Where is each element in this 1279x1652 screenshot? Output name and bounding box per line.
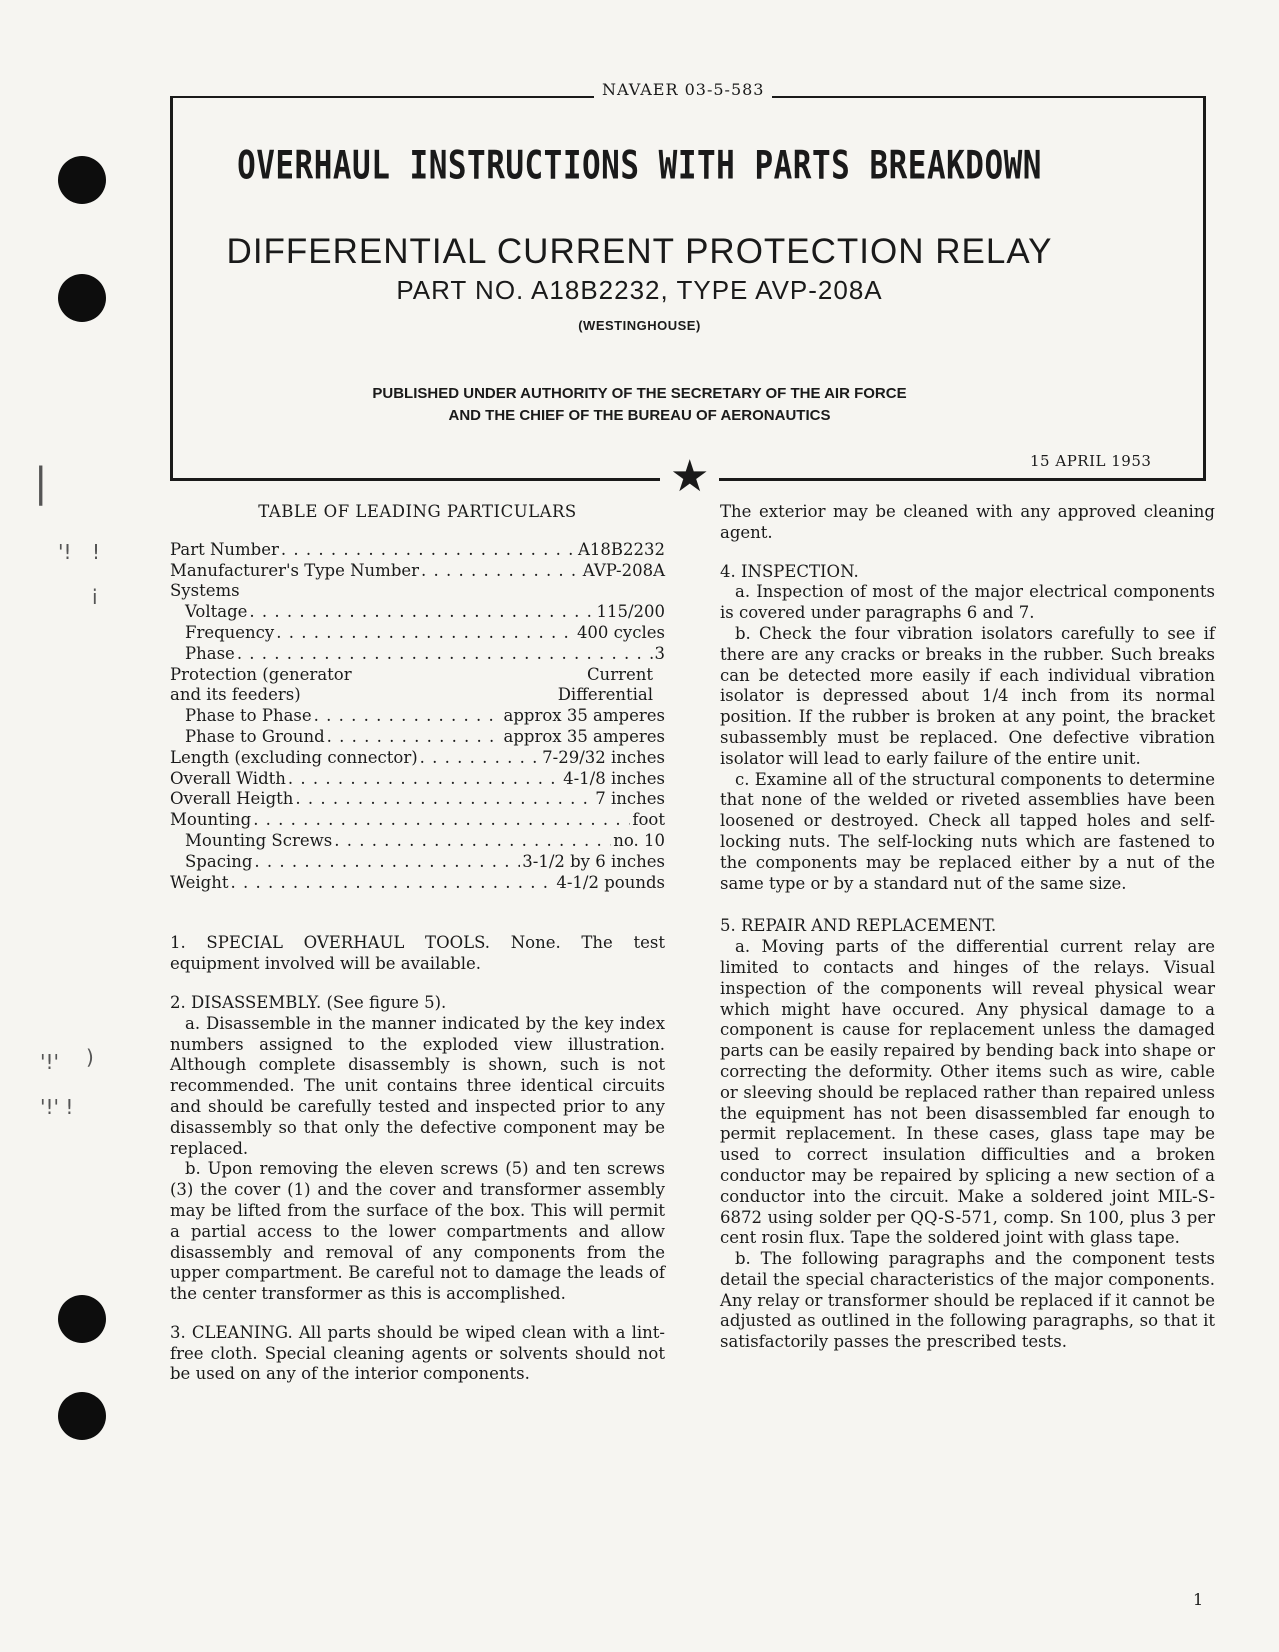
authority-line-2: AND THE CHIEF OF THE BUREAU OF AERONAUTICS: [448, 407, 831, 424]
tlp-row: Voltage . . . 115/200: [170, 602, 665, 623]
section-4c-paragraph: c. Examine all of the structural components to determine that none of the welded or riveted assemblies have been loosened or destroyed. Check all tapped holes and self-locking nuts. The self-locking nuts which are fastened to the components may be replaced either by a nut of the same type or by a standard nut of the same size.: [720, 769, 1215, 893]
tlp-row: Mounting Screws . . . no. 10: [170, 831, 665, 852]
section-1-tools: 1. SPECIAL OVERHAUL TOOLS. None. The test equipment involved will be available.: [170, 933, 665, 974]
scan-mark: !: [92, 540, 101, 564]
equipment-title: DIFFERENTIAL CURRENT PROTECTION RELAY: [226, 232, 1053, 271]
section-2-heading: 2. DISASSEMBLY. (See figure 5).: [170, 992, 447, 1012]
tlp-row: Protection (generator Current: [170, 664, 653, 684]
scan-mark: ): [86, 1045, 94, 1069]
section-4b-paragraph: b. Check the four vibration isolators carefully to see if there are any cracks or breaks in the rubber. Such breaks can be detected more easily if each individual vibration isolator is depressed about 1/4 inch from its normal position. If the rubber is broken at any point, the bracket subassembly must be replaced. One defective vibration isolator will lead to early failure of the entire unit.: [720, 623, 1215, 768]
section-5a-paragraph: a. Moving parts of the differential current relay are limited to contacts and hinges of the relays. Visual inspection of the components will reveal physical wear which might have occured. Any physical damage to a component is cause for replacement unless the damaged parts can be easily repaired by bending back into shape or correcting the deformity. Other items such as wire, cable or sleeving should be replaced rather than repaired unless the equipment has not been disassembled far enough to permit replacement. In these cases, glass tape may be used to correct insulation difficulties and a broken conductor may be repaired by splicing a new section of a conductor into the circuit. Make a soldered joint MIL-S-6872 using solder per QQ-S-571, comp. Sn 100, plus 3 per cent rosin flux. Tape the soldered joint with glass tape.: [720, 937, 1215, 1248]
section-2b-paragraph: b. Upon removing the eleven screws (5) and ten screws (3) the cover (1) and the cover and transformer assembly may be lifted from the surface of the box. This will permit a partial access to the lower compartments and allow disassembly and removal of any components from the upper compartment. Be careful not to damage the leads of the center transformer as this is accomplished.: [170, 1159, 665, 1304]
tlp-row: Phase . . . 3: [170, 644, 665, 665]
star-icon: ★: [660, 455, 719, 499]
tlp-title: TABLE OF LEADING PARTICULARS: [258, 502, 577, 521]
tlp-row: and its feeders) Differential: [170, 685, 653, 705]
tlp-row: Overall Width . . . 4-1/8 inches: [170, 769, 665, 790]
tlp-row: Part Number . . . A18B2232: [170, 540, 665, 561]
scan-mark: '!': [40, 1050, 60, 1074]
scan-mark: '!: [58, 540, 72, 564]
tlp-row: Mounting . . . foot: [170, 810, 665, 831]
part-number-line: PART NO. A18B2232, TYPE AVP-208A: [396, 275, 883, 305]
page-number: 1: [1193, 1590, 1204, 1609]
tlp-row: Overall Heigth . . . 7 inches: [170, 789, 665, 810]
binder-hole-bottom: [58, 1392, 106, 1440]
tlp-row: Phase to Phase . . . approx 35 amperes: [170, 706, 665, 727]
section-2a-paragraph: a. Disassemble in the manner indicated by the key index numbers assigned to the exploded view illustration. Although complete disassembly is shown, such is not recommended. The unit contains three identical circuits and should be carefully tested and inspected prior to any disassembly so that only the defective component may be replaced.: [170, 1013, 665, 1158]
section-3-cleaning: 3. CLEANING. All parts should be wiped clean with a lint-free cloth. Special cleaning agents or solvents should not be used on any of the interior components.: [170, 1322, 665, 1384]
document-number: NAVAER 03-5-583: [594, 80, 772, 99]
right-column: [720, 502, 1215, 1353]
tlp-row: Length (excluding connector) . . . 7-29/32 inches: [170, 748, 665, 769]
tlp-row: Phase to Ground . . . approx 35 amperes: [170, 727, 665, 748]
tlp-row: Weight . . . 4-1/2 pounds: [170, 873, 665, 894]
scan-mark: |: [34, 460, 48, 506]
tlp-row: Frequency . . . 400 cycles: [170, 623, 665, 644]
tlp-row: Spacing . . . 3-1/2 by 6 inches: [170, 852, 665, 873]
left-column: [170, 502, 665, 1385]
scan-mark: '!' !: [40, 1095, 74, 1119]
section-3-continued: The exterior may be cleaned with any approved cleaning agent.: [720, 502, 1215, 542]
manufacturer-line: (WESTINGHOUSE): [578, 318, 701, 333]
section-4-heading: 4. INSPECTION.: [720, 561, 859, 581]
authority-statement: [0, 383, 1279, 427]
binder-hole-lower: [58, 1295, 106, 1343]
publication-date: 15 APRIL 1953: [1030, 452, 1152, 470]
tlp-row: Manufacturer's Type Number . . . AVP-208A: [170, 561, 665, 582]
section-4a-paragraph: a. Inspection of most of the major electrical components is covered under paragraphs 6 and 7.: [720, 582, 1215, 623]
tlp-row: Systems: [170, 581, 240, 601]
section-5b-paragraph: b. The following paragraphs and the component tests detail the special characteristics of the major components. Any relay or transformer should be replaced if it cannot be adjusted as outlined in the following paragraphs, so that it satisfactorily passes the prescribed tests.: [720, 1249, 1215, 1352]
scan-mark: i: [92, 585, 98, 609]
document-title: OVERHAUL INSTRUCTIONS WITH PARTS BREAKDOWN: [237, 143, 1042, 189]
section-5-heading: 5. REPAIR AND REPLACEMENT.: [720, 916, 997, 936]
authority-line-1: PUBLISHED UNDER AUTHORITY OF THE SECRETARY OF THE AIR FORCE: [372, 385, 907, 402]
